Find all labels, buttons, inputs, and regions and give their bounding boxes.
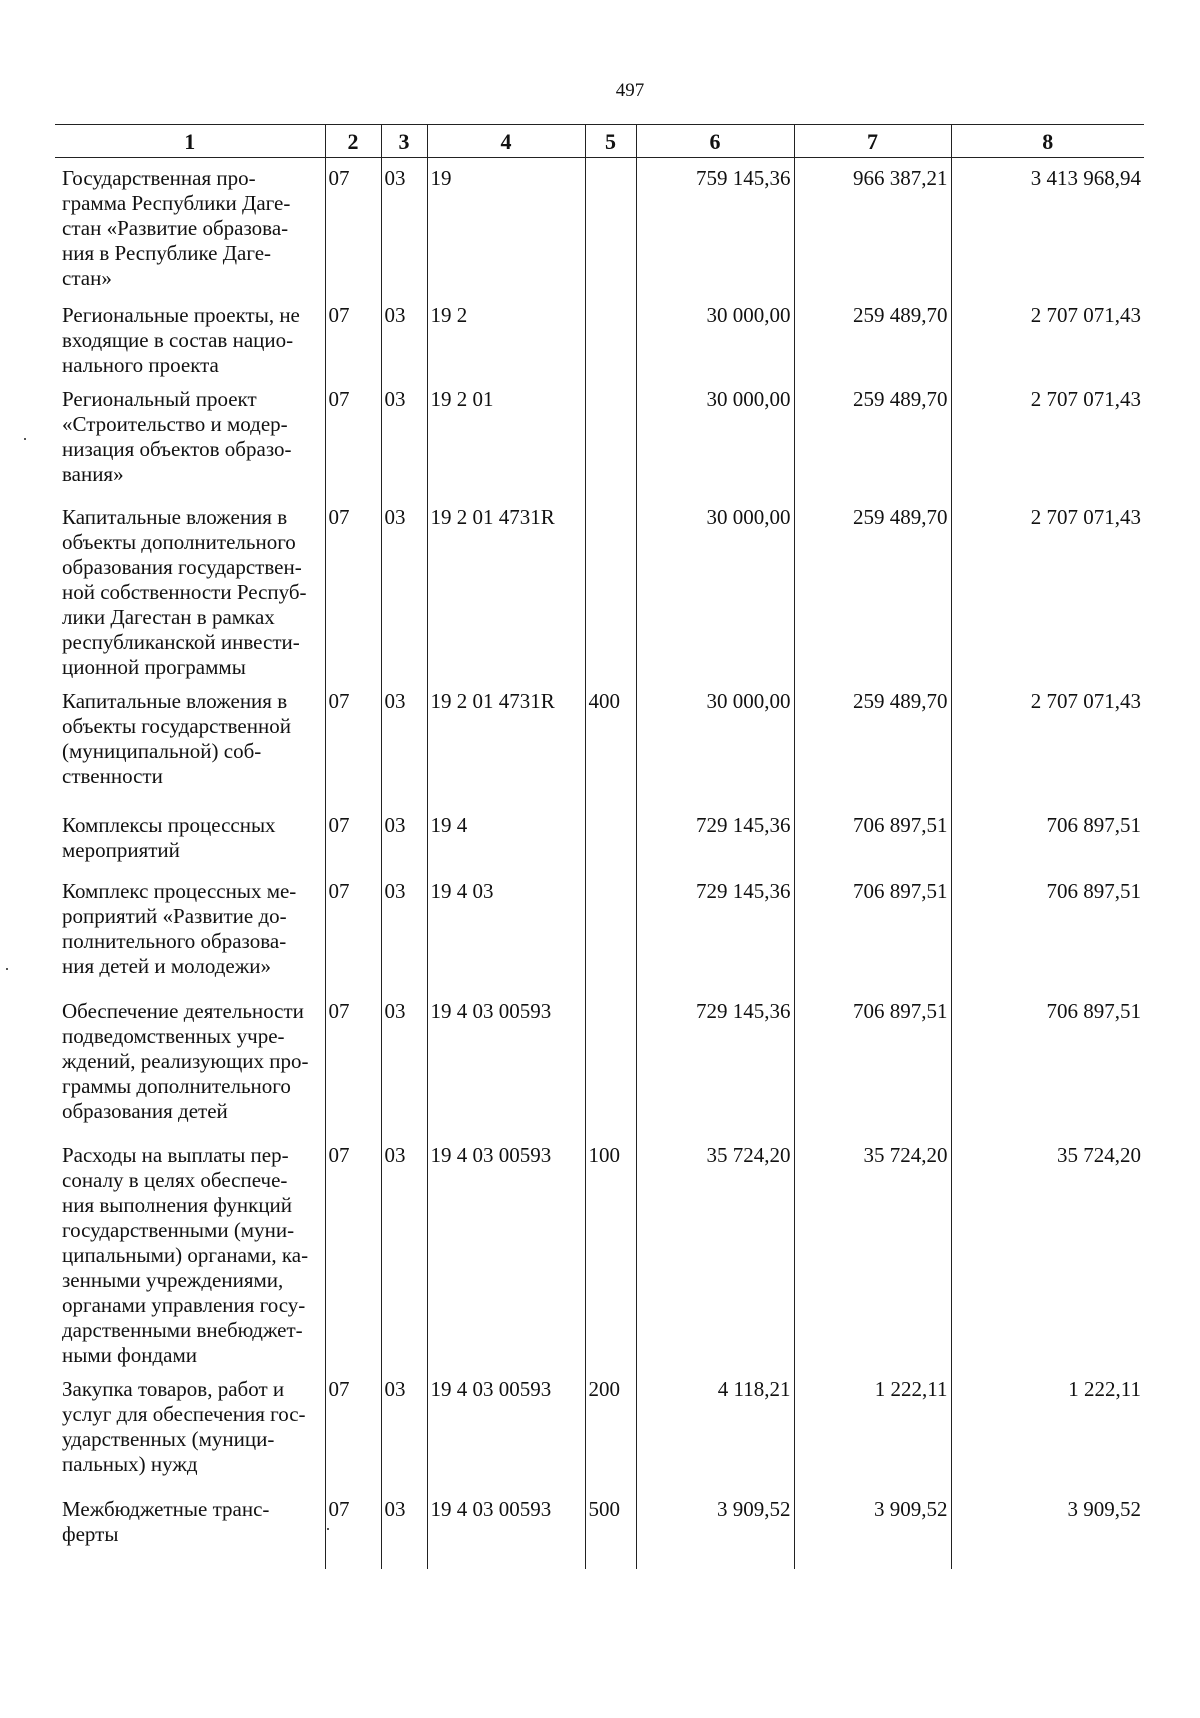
subsection-code-cell: 03 (381, 681, 427, 805)
column-header: 8 (951, 125, 1144, 158)
page-number: 497 (615, 80, 645, 101)
scan-speck (327, 1528, 329, 1530)
amount-cell-col8: 706 897,51 (951, 871, 1144, 991)
row-name-cell: Комплексы процессных мероприятий (62, 812, 276, 862)
amount-cell-col7: 966 387,21 (794, 158, 951, 295)
section-code-cell: 07 (325, 379, 381, 497)
expense-type-cell (585, 991, 636, 1135)
subsection-code-cell: 03 (381, 1369, 427, 1489)
table-row (55, 871, 1144, 991)
budget-table (55, 124, 1144, 1569)
amount-cell-col7: 706 897,51 (794, 805, 951, 871)
table-body (55, 158, 1144, 1569)
expense-type-cell (585, 295, 636, 379)
amount-cell-col7: 259 489,70 (794, 497, 951, 681)
expense-type-cell (585, 497, 636, 681)
amount-cell-col8: 3 909,52 (951, 1489, 1144, 1569)
expense-type-cell (585, 871, 636, 991)
target-article-cell: 19 2 (427, 295, 585, 379)
target-article-cell: 19 4 03 00593 (427, 1135, 585, 1369)
target-article-cell: 19 2 01 4731R (427, 497, 585, 681)
target-article-cell: 19 4 (427, 805, 585, 871)
amount-cell-col6: 30 000,00 (636, 681, 794, 805)
amount-cell-col6: 30 000,00 (636, 295, 794, 379)
section-code-cell: 07 (325, 1489, 381, 1569)
amount-cell-col7: 3 909,52 (794, 1489, 951, 1569)
table-row (55, 991, 1144, 1135)
expense-type-cell (585, 158, 636, 295)
amount-cell-col7: 706 897,51 (794, 991, 951, 1135)
scan-speck (24, 438, 26, 440)
expense-type-cell (585, 805, 636, 871)
section-code-cell: 07 (325, 295, 381, 379)
amount-cell-col6: 35 724,20 (636, 1135, 794, 1369)
target-article-cell: 19 (427, 158, 585, 295)
amount-cell-col6: 759 145,36 (636, 158, 794, 295)
column-header: 4 (427, 125, 585, 158)
amount-cell-col8: 2 707 071,43 (951, 379, 1144, 497)
amount-cell-col7: 35 724,20 (794, 1135, 951, 1369)
row-name-cell: Межбюджетные транс- ферты (62, 1496, 270, 1546)
amount-cell-col8: 2 707 071,43 (951, 681, 1144, 805)
target-article-cell: 19 4 03 00593 (427, 1369, 585, 1489)
amount-cell-col6: 729 145,36 (636, 805, 794, 871)
section-code-cell: 07 (325, 158, 381, 295)
row-name-cell: Обеспечение деятельности подведомственных учре- ждений, реализующих про- граммы дополнительного образования детей (62, 998, 309, 1123)
subsection-code-cell: 03 (381, 497, 427, 681)
section-code-cell: 07 (325, 1135, 381, 1369)
amount-cell-col6: 30 000,00 (636, 497, 794, 681)
amount-cell-col7: 259 489,70 (794, 295, 951, 379)
table-row (55, 1369, 1144, 1489)
target-article-cell: 19 2 01 4731R (427, 681, 585, 805)
expense-type-cell: 200 (585, 1369, 636, 1489)
section-code-cell: 07 (325, 681, 381, 805)
amount-cell-col6: 729 145,36 (636, 871, 794, 991)
subsection-code-cell: 03 (381, 871, 427, 991)
table-row (55, 497, 1144, 681)
amount-cell-col7: 259 489,70 (794, 379, 951, 497)
row-name-cell: Закупка товаров, работ и услуг для обеспечения гос- ударственных (муници- пальных) нужд (62, 1376, 306, 1476)
expense-type-cell (585, 379, 636, 497)
column-header: 2 (325, 125, 381, 158)
scan-speck (6, 968, 8, 970)
amount-cell-col8: 2 707 071,43 (951, 497, 1144, 681)
expense-type-cell: 100 (585, 1135, 636, 1369)
amount-cell-col8: 1 222,11 (951, 1369, 1144, 1489)
amount-cell-col8: 2 707 071,43 (951, 295, 1144, 379)
amount-cell-col7: 706 897,51 (794, 871, 951, 991)
row-name-cell: Региональные проекты, не входящие в состав нацио- нального проекта (62, 302, 300, 377)
amount-cell-col8: 35 724,20 (951, 1135, 1144, 1369)
amount-cell-col8: 706 897,51 (951, 991, 1144, 1135)
target-article-cell: 19 2 01 (427, 379, 585, 497)
target-article-cell: 19 4 03 (427, 871, 585, 991)
column-header: 5 (585, 125, 636, 158)
section-code-cell: 07 (325, 497, 381, 681)
row-name-cell: Расходы на выплаты пер- соналу в целях обеспече- ния выполнения функций государственными (муни- ципальными) органами, ка- зенными учреждениями, органами управления госу- дарственными внебюджет- ными фондами (62, 1142, 309, 1367)
table-row (55, 295, 1144, 379)
row-name-cell: Капитальные вложения в объекты дополнительного образования государствен- ной собственности Респуб- лики Дагестан в рамках республиканской инвести- ционной программы (62, 504, 307, 679)
expense-type-cell: 400 (585, 681, 636, 805)
subsection-code-cell: 03 (381, 991, 427, 1135)
amount-cell-col8: 706 897,51 (951, 805, 1144, 871)
section-code-cell: 07 (325, 1369, 381, 1489)
column-header: 3 (381, 125, 427, 158)
target-article-cell: 19 4 03 00593 (427, 1489, 585, 1569)
expense-type-cell: 500 (585, 1489, 636, 1569)
subsection-code-cell: 03 (381, 1135, 427, 1369)
table-row (55, 1135, 1144, 1369)
table-row (55, 805, 1144, 871)
subsection-code-cell: 03 (381, 295, 427, 379)
column-header: 6 (636, 125, 794, 158)
subsection-code-cell: 03 (381, 379, 427, 497)
table-row (55, 681, 1144, 805)
amount-cell-col6: 729 145,36 (636, 991, 794, 1135)
section-code-cell: 07 (325, 871, 381, 991)
subsection-code-cell: 03 (381, 1489, 427, 1569)
section-code-cell: 07 (325, 991, 381, 1135)
amount-cell-col8: 3 413 968,94 (951, 158, 1144, 295)
row-name-cell: Государственная про- грамма Республики Даге- стан «Развитие образова- ния в Республике Даге- стан» (62, 166, 291, 290)
subsection-code-cell: 03 (381, 805, 427, 871)
column-header: 7 (794, 125, 951, 158)
column-header: 1 (55, 125, 325, 158)
table-header-row (55, 125, 1144, 158)
amount-cell-col6: 30 000,00 (636, 379, 794, 497)
target-article-cell: 19 4 03 00593 (427, 991, 585, 1135)
subsection-code-cell: 03 (381, 158, 427, 295)
amount-cell-col6: 4 118,21 (636, 1369, 794, 1489)
amount-cell-col7: 259 489,70 (794, 681, 951, 805)
table-row (55, 1489, 1144, 1569)
row-name-cell: Региональный проект «Строительство и модер- низация объектов образо- вания» (62, 386, 292, 486)
row-name-cell: Комплекс процессных ме- роприятий «Развитие до- полнительного образова- ния детей и молодежи» (62, 878, 297, 978)
amount-cell-col7: 1 222,11 (794, 1369, 951, 1489)
table-row (55, 158, 1144, 295)
section-code-cell: 07 (325, 805, 381, 871)
row-name-cell: Капитальные вложения в объекты государственной (муниципальной) соб- ственности (62, 688, 291, 788)
table-row (55, 379, 1144, 497)
amount-cell-col6: 3 909,52 (636, 1489, 794, 1569)
